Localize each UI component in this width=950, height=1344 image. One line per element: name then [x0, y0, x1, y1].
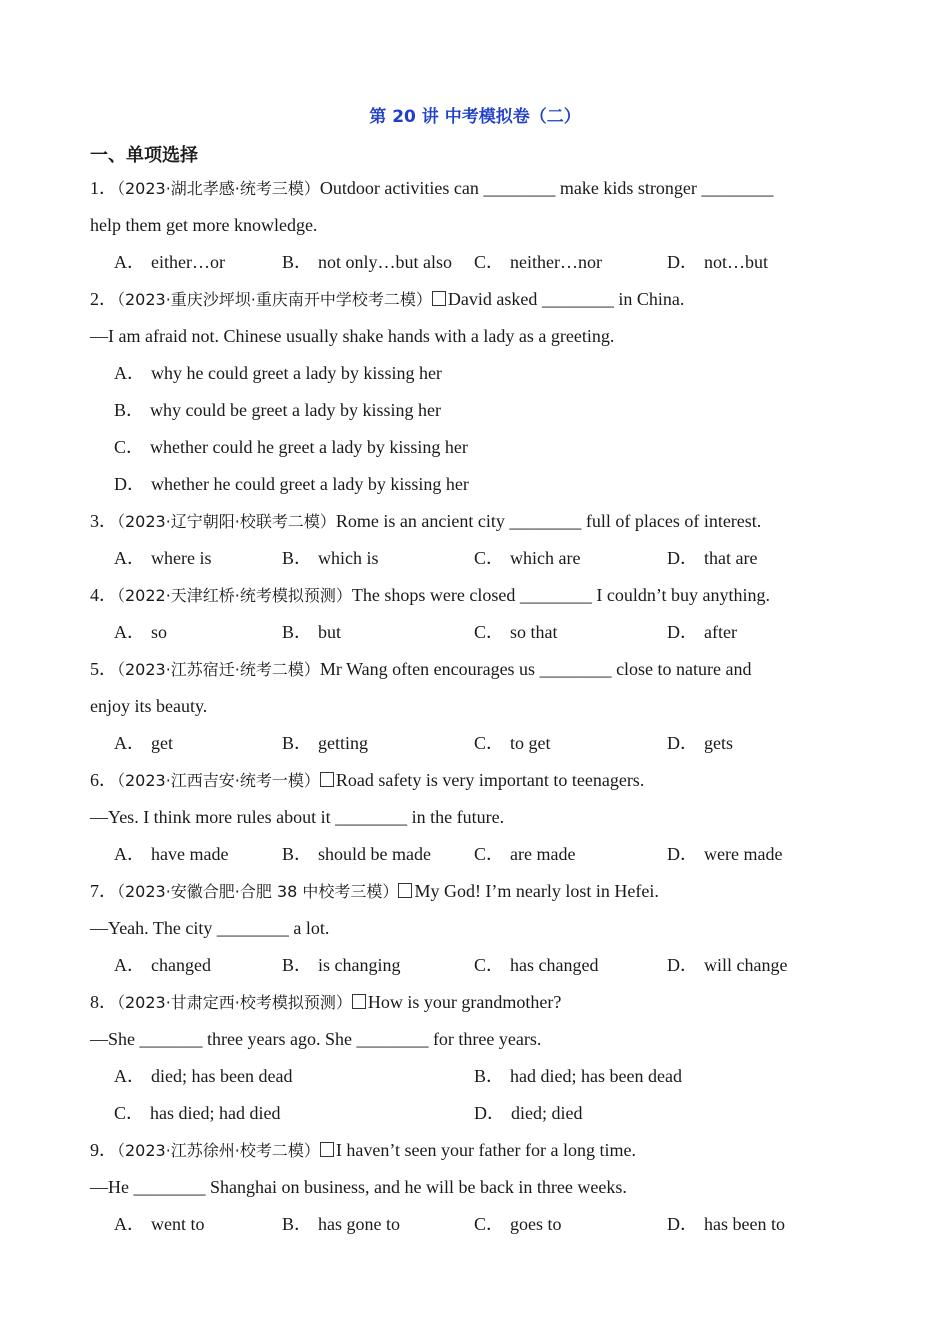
option-b[interactable]: B． is changing: [282, 955, 401, 975]
option-d[interactable]: D． not…but: [667, 252, 769, 272]
option-a[interactable]: A． where is: [114, 548, 212, 568]
question-reply: —Yes. I think more rules about it ________ in the future.: [90, 807, 505, 827]
section-heading: 一、单项选择: [90, 145, 198, 166]
question-number: 8．: [90, 992, 117, 1012]
option-d[interactable]: D． has been to: [667, 1214, 785, 1234]
option-c[interactable]: C． has died; had died: [114, 1103, 281, 1123]
option-c[interactable]: C． are made: [474, 844, 576, 864]
placeholder-box-icon: [398, 883, 412, 898]
placeholder-box-icon: [320, 772, 334, 787]
option-a[interactable]: A． so: [114, 622, 168, 642]
question-number: 9．: [90, 1140, 117, 1160]
question-stem: [90, 1136, 860, 1173]
question-source: （2023·辽宁朝阳·校联考二模）: [117, 512, 336, 531]
option-a[interactable]: A． changed: [114, 955, 211, 975]
option-a[interactable]: A． either…or: [114, 252, 225, 272]
option-d[interactable]: D． after: [667, 622, 737, 642]
option-b[interactable]: B． why could be greet a lady by kissing her: [114, 400, 441, 420]
option-row: [90, 544, 860, 581]
question-text-continued: help them get more knowledge.: [90, 215, 318, 235]
question-stem: [90, 877, 860, 914]
option-row: [90, 618, 860, 655]
option-d[interactable]: D． that are: [667, 548, 758, 568]
option-a[interactable]: A． why he could greet a lady by kissing her: [114, 363, 442, 383]
question-number: 4．: [90, 585, 117, 605]
question-text: Mr Wang often encourages us ________ close to nature and: [319, 659, 752, 679]
option-a[interactable]: A． get: [114, 733, 173, 753]
option-b[interactable]: B． getting: [282, 733, 369, 753]
question-source: （2023·湖北孝感·统考三模）: [117, 179, 320, 198]
option-row: [90, 840, 860, 877]
question-stem: [90, 581, 860, 618]
question-number: 7．: [90, 881, 117, 901]
question-source: （2023·甘肃定西·校考模拟预测）: [117, 993, 352, 1012]
option-b[interactable]: B． which is: [282, 548, 379, 568]
option-c[interactable]: C． neither…nor: [474, 252, 602, 272]
option-a[interactable]: A． died; has been dead: [114, 1066, 293, 1086]
option-c[interactable]: C． so that: [474, 622, 558, 642]
question-text: Road safety is very important to teenagers.: [335, 770, 645, 790]
question-source: （2023·江苏徐州·校考二模）: [117, 1141, 320, 1160]
option-d[interactable]: D． will change: [667, 955, 788, 975]
option-c[interactable]: C． whether could he greet a lady by kissing her: [114, 437, 468, 457]
question-source: （2023·江西吉安·统考一模）: [117, 771, 320, 790]
question-reply: —Yeah. The city ________ a lot.: [90, 918, 330, 938]
question-stem: [90, 174, 860, 211]
option-row: [90, 248, 860, 285]
option-row: [90, 729, 860, 766]
question-number: 5．: [90, 659, 117, 679]
question-source: （2023·江苏宿迁·统考二模）: [117, 660, 320, 679]
question-source: （2023·重庆沙坪坝·重庆南开中学校考二模）: [117, 290, 432, 309]
option-b[interactable]: B． should be made: [282, 844, 431, 864]
question-reply: —He ________ Shanghai on business, and he will be back in three weeks.: [90, 1177, 627, 1197]
placeholder-box-icon: [432, 291, 446, 306]
question-stem: [90, 766, 860, 803]
option-b[interactable]: B． had died; has been dead: [474, 1066, 682, 1086]
question-reply: —I am afraid not. Chinese usually shake hands with a lady as a greeting.: [90, 326, 615, 346]
question-source: （2023·安徽合肥·合肥 38 中校考三模）: [117, 882, 399, 901]
option-row: [90, 951, 860, 988]
option-d[interactable]: D． were made: [667, 844, 783, 864]
question-text: I haven’t seen your father for a long time.: [335, 1140, 636, 1160]
option-b[interactable]: B． but: [282, 622, 342, 642]
option-c[interactable]: C． which are: [474, 548, 581, 568]
question-stem: [90, 285, 860, 322]
option-d[interactable]: D． gets: [667, 733, 733, 753]
placeholder-box-icon: [352, 994, 366, 1009]
option-d[interactable]: D． died; died: [474, 1103, 583, 1123]
question-number: 1．: [90, 178, 117, 198]
question-text: My God! I’m nearly lost in Hefei.: [414, 881, 659, 901]
question-text: How is your grandmother?: [367, 992, 562, 1012]
page-title: 第 20 讲 中考模拟卷（二）: [369, 107, 581, 127]
option-b[interactable]: B． has gone to: [282, 1214, 400, 1234]
option-c[interactable]: C． has changed: [474, 955, 599, 975]
question-number: 2．: [90, 289, 117, 309]
option-c[interactable]: C． goes to: [474, 1214, 562, 1234]
question-text-continued: enjoy its beauty.: [90, 696, 208, 716]
option-row: [90, 1210, 860, 1247]
question-stem: [90, 655, 860, 692]
question-text: The shops were closed ________ I couldn’t buy anything.: [351, 585, 771, 605]
option-d[interactable]: D． whether he could greet a lady by kissing her: [114, 474, 469, 494]
question-text: Outdoor activities can ________ make kids stronger ________: [319, 178, 774, 198]
option-row: [90, 1062, 860, 1099]
question-source: （2022·天津红桥·统考模拟预测）: [117, 586, 352, 605]
question-stem: [90, 988, 860, 1025]
option-a[interactable]: A． went to: [114, 1214, 205, 1234]
question-reply: —She _______ three years ago. She ________ for three years.: [90, 1029, 542, 1049]
question-text: David asked ________ in China.: [447, 289, 685, 309]
question-stem: [90, 507, 860, 544]
option-a[interactable]: A． have made: [114, 844, 229, 864]
question-number: 3．: [90, 511, 117, 531]
option-b[interactable]: B． not only…but also: [282, 252, 453, 272]
question-text: Rome is an ancient city ________ full of places of interest.: [335, 511, 762, 531]
option-c[interactable]: C． to get: [474, 733, 551, 753]
question-number: 6．: [90, 770, 117, 790]
option-row: [90, 1099, 860, 1136]
question-list: [90, 174, 860, 1247]
placeholder-box-icon: [320, 1142, 334, 1157]
